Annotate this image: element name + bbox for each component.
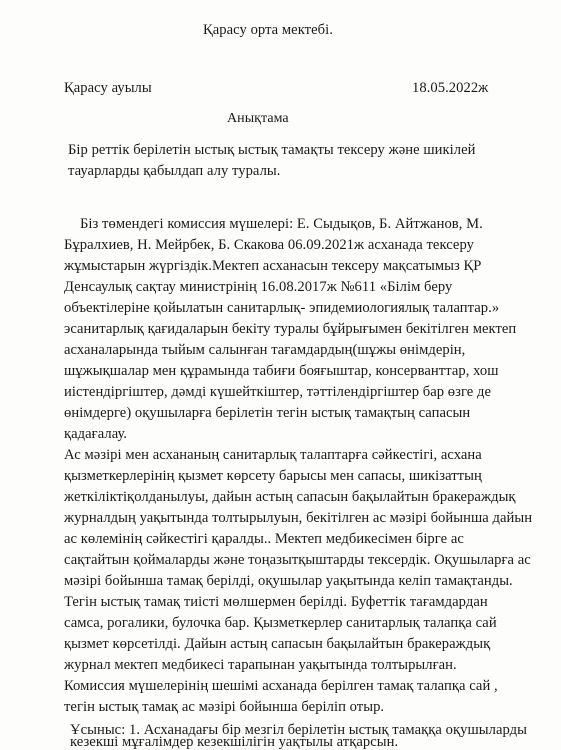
body-line: объектілеріне қойылатын санитарлық- эпидемиологиялық талаптар.»	[64, 300, 500, 316]
body-line: журнал мектеп медбикесі тарапынан уақытында толтырылған.	[64, 657, 457, 673]
body-line: қадағалау.	[64, 426, 128, 442]
document-date: 18.05.2022ж	[412, 80, 489, 96]
body-line: Тегін ыстық тамақ тиісті мөлшермен берілді. Буфеттік тағамдардан	[64, 594, 488, 610]
body-line: асханаларында тыйым салынған тағамдардың(шұжы өнімдерін,	[64, 342, 466, 358]
body-line: жұмыстарын жүргіздік.Мектеп асханасын тексеру мақсатымыз ҚР	[64, 258, 482, 274]
body-line: тегін ыстық тамақ ас мәзірі бойынша беріліп отыр.	[64, 699, 385, 715]
subject-line: Бір реттік берілетін ыстық ыстық тамақты тексеру және шикілей	[68, 142, 476, 158]
body-line: самса, рогалики, булочка бар. Қызметкерлер санитарлық талапқа сай	[64, 615, 497, 631]
body-line: Біз төмендегі комиссия мүшелері: Е. Сыдықов, Б. Айтжанов, М.	[80, 216, 483, 232]
body-line: Бұралхиев, Н. Мейрбек, Б. Скакова 06.09.2021ж асханада тексеру	[64, 237, 474, 253]
body-line: журналдың уақытында толтырылуын, бекітілген ас мәзірі бойынша дайын	[64, 510, 533, 526]
body-line: шұжықшалар мен құрамында табиғи бояғыштар, консерванттар, хош	[64, 363, 499, 379]
body-line: эсанитарлық қағидаларын бекіту туралы бұйрығымен бекітілген мектеп	[64, 321, 517, 337]
subject-line: тауарларды қабылдап алу туралы.	[68, 163, 281, 179]
recommendation-line: Ұсыныс: 1. Асханадағы бір мезгіл берілетін ыстық тамаққа оқушыларды	[70, 722, 527, 738]
body-line: өнімдерге) оқушыларға берілетін тегін ыстық тамақтың сапасын	[64, 405, 471, 421]
body-line: мәзірі бойынша тамақ берілді, оқушылар уақытында келіп тамақтанды.	[64, 573, 513, 589]
body-line: Денсаулық сақтау министрінің 16.08.2017ж №611 «Білім беру	[64, 279, 453, 295]
body-line: қызмет көрсетілді. Дайын астың сапасын бақылайтын бракераждық	[64, 636, 491, 652]
body-line: ас көлемінің сәйкестігі қаралды.. Мектеп медбикесімен бірге ас	[64, 531, 464, 547]
body-line: Ас мәзірі мен асхананың санитарлық талаптарға сәйкестігі, асхана	[64, 447, 482, 463]
body-line: Комиссия мүшелерінің шешімі асханада берілген тамақ талапқа сай ,	[64, 678, 498, 694]
body-line: сақтайтын қоймаларды және тоңазытқыштарды тексердік. Оқушыларға ас	[64, 552, 531, 568]
body-line: иістендіргіштер, дәмді күшейткіштер, тәттілендіргіштер бар өзге де	[64, 384, 492, 400]
body-line: қызметкерлерінің қызмет көрсету барысы мен сапасы, шикізаттың	[64, 468, 482, 484]
recommendation-line: кезекші мұғалімдер кезекшілігін уақтылы атқарсын.	[70, 734, 399, 750]
document-title: Анықтама	[227, 111, 289, 126]
body-line: жеткіліктіқолданылуы, дайын астың сапасын бақылайтын бракераждық	[64, 489, 516, 505]
village-name: Қарасу ауылы	[64, 80, 152, 96]
school-name: Қарасу орта мектебі.	[203, 22, 333, 38]
